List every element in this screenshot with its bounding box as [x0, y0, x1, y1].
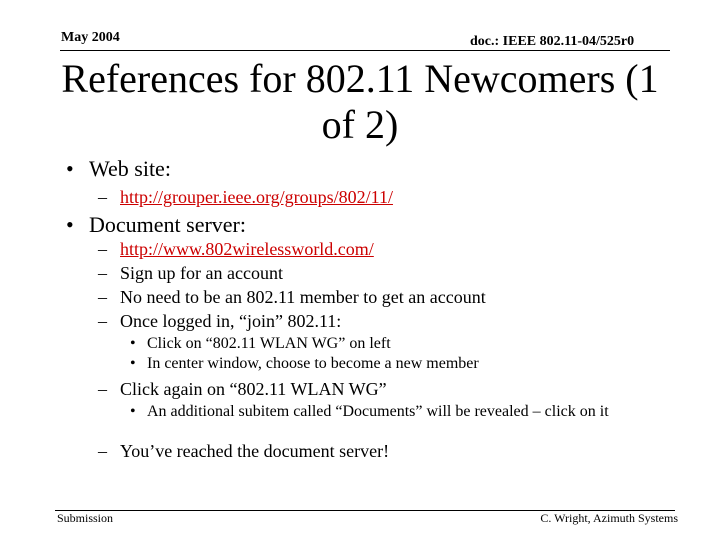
bullet-dot: •: [66, 212, 74, 237]
item-center-window: In center window, choose to become a new member: [147, 355, 479, 372]
small-bullet: •: [130, 403, 136, 420]
bullet-web-site: Web site:: [89, 156, 171, 181]
item-once-logged-in: Once logged in, “join” 802.11:: [120, 311, 342, 331]
item-click-wlan-wg: Click on “802.11 WLAN WG” on left: [147, 335, 391, 352]
bullet-dot: •: [66, 156, 74, 181]
item-click-again: Click again on “802.11 WLAN WG”: [120, 379, 387, 399]
dash-marker: –: [98, 311, 107, 331]
header-doc-id: doc.: IEEE 802.11-04/525r0: [470, 34, 635, 49]
item-no-need-member: No need to be an 802.11 member to get an account: [120, 287, 486, 307]
item-documents-subitem: An additional subitem called “Documents” will be revealed – click on it: [147, 403, 609, 420]
dash-marker: –: [98, 239, 107, 259]
slide-title: References for 802.11 Newcomers (1 of 2): [61, 56, 659, 147]
dash-marker: –: [98, 287, 107, 307]
dash-marker: –: [98, 379, 107, 399]
footer-author: C. Wright, Azimuth Systems: [540, 511, 678, 525]
item-sign-up: Sign up for an account: [120, 263, 283, 283]
bullet-document-server: Document server:: [89, 212, 246, 237]
small-bullet: •: [130, 335, 136, 352]
small-bullet: •: [130, 355, 136, 372]
document-server-link[interactable]: http://www.802wirelessworld.com/: [120, 239, 374, 259]
footer-submission: Submission: [57, 511, 114, 525]
web-site-link[interactable]: http://grouper.ieee.org/groups/802/11/: [120, 187, 393, 207]
header-rule: [60, 50, 670, 51]
header-date: May 2004: [61, 30, 120, 45]
item-reached-server: You’ve reached the document server!: [120, 441, 390, 461]
dash-marker: –: [98, 263, 107, 283]
dash-marker: –: [98, 187, 107, 207]
dash-marker: –: [98, 441, 107, 461]
